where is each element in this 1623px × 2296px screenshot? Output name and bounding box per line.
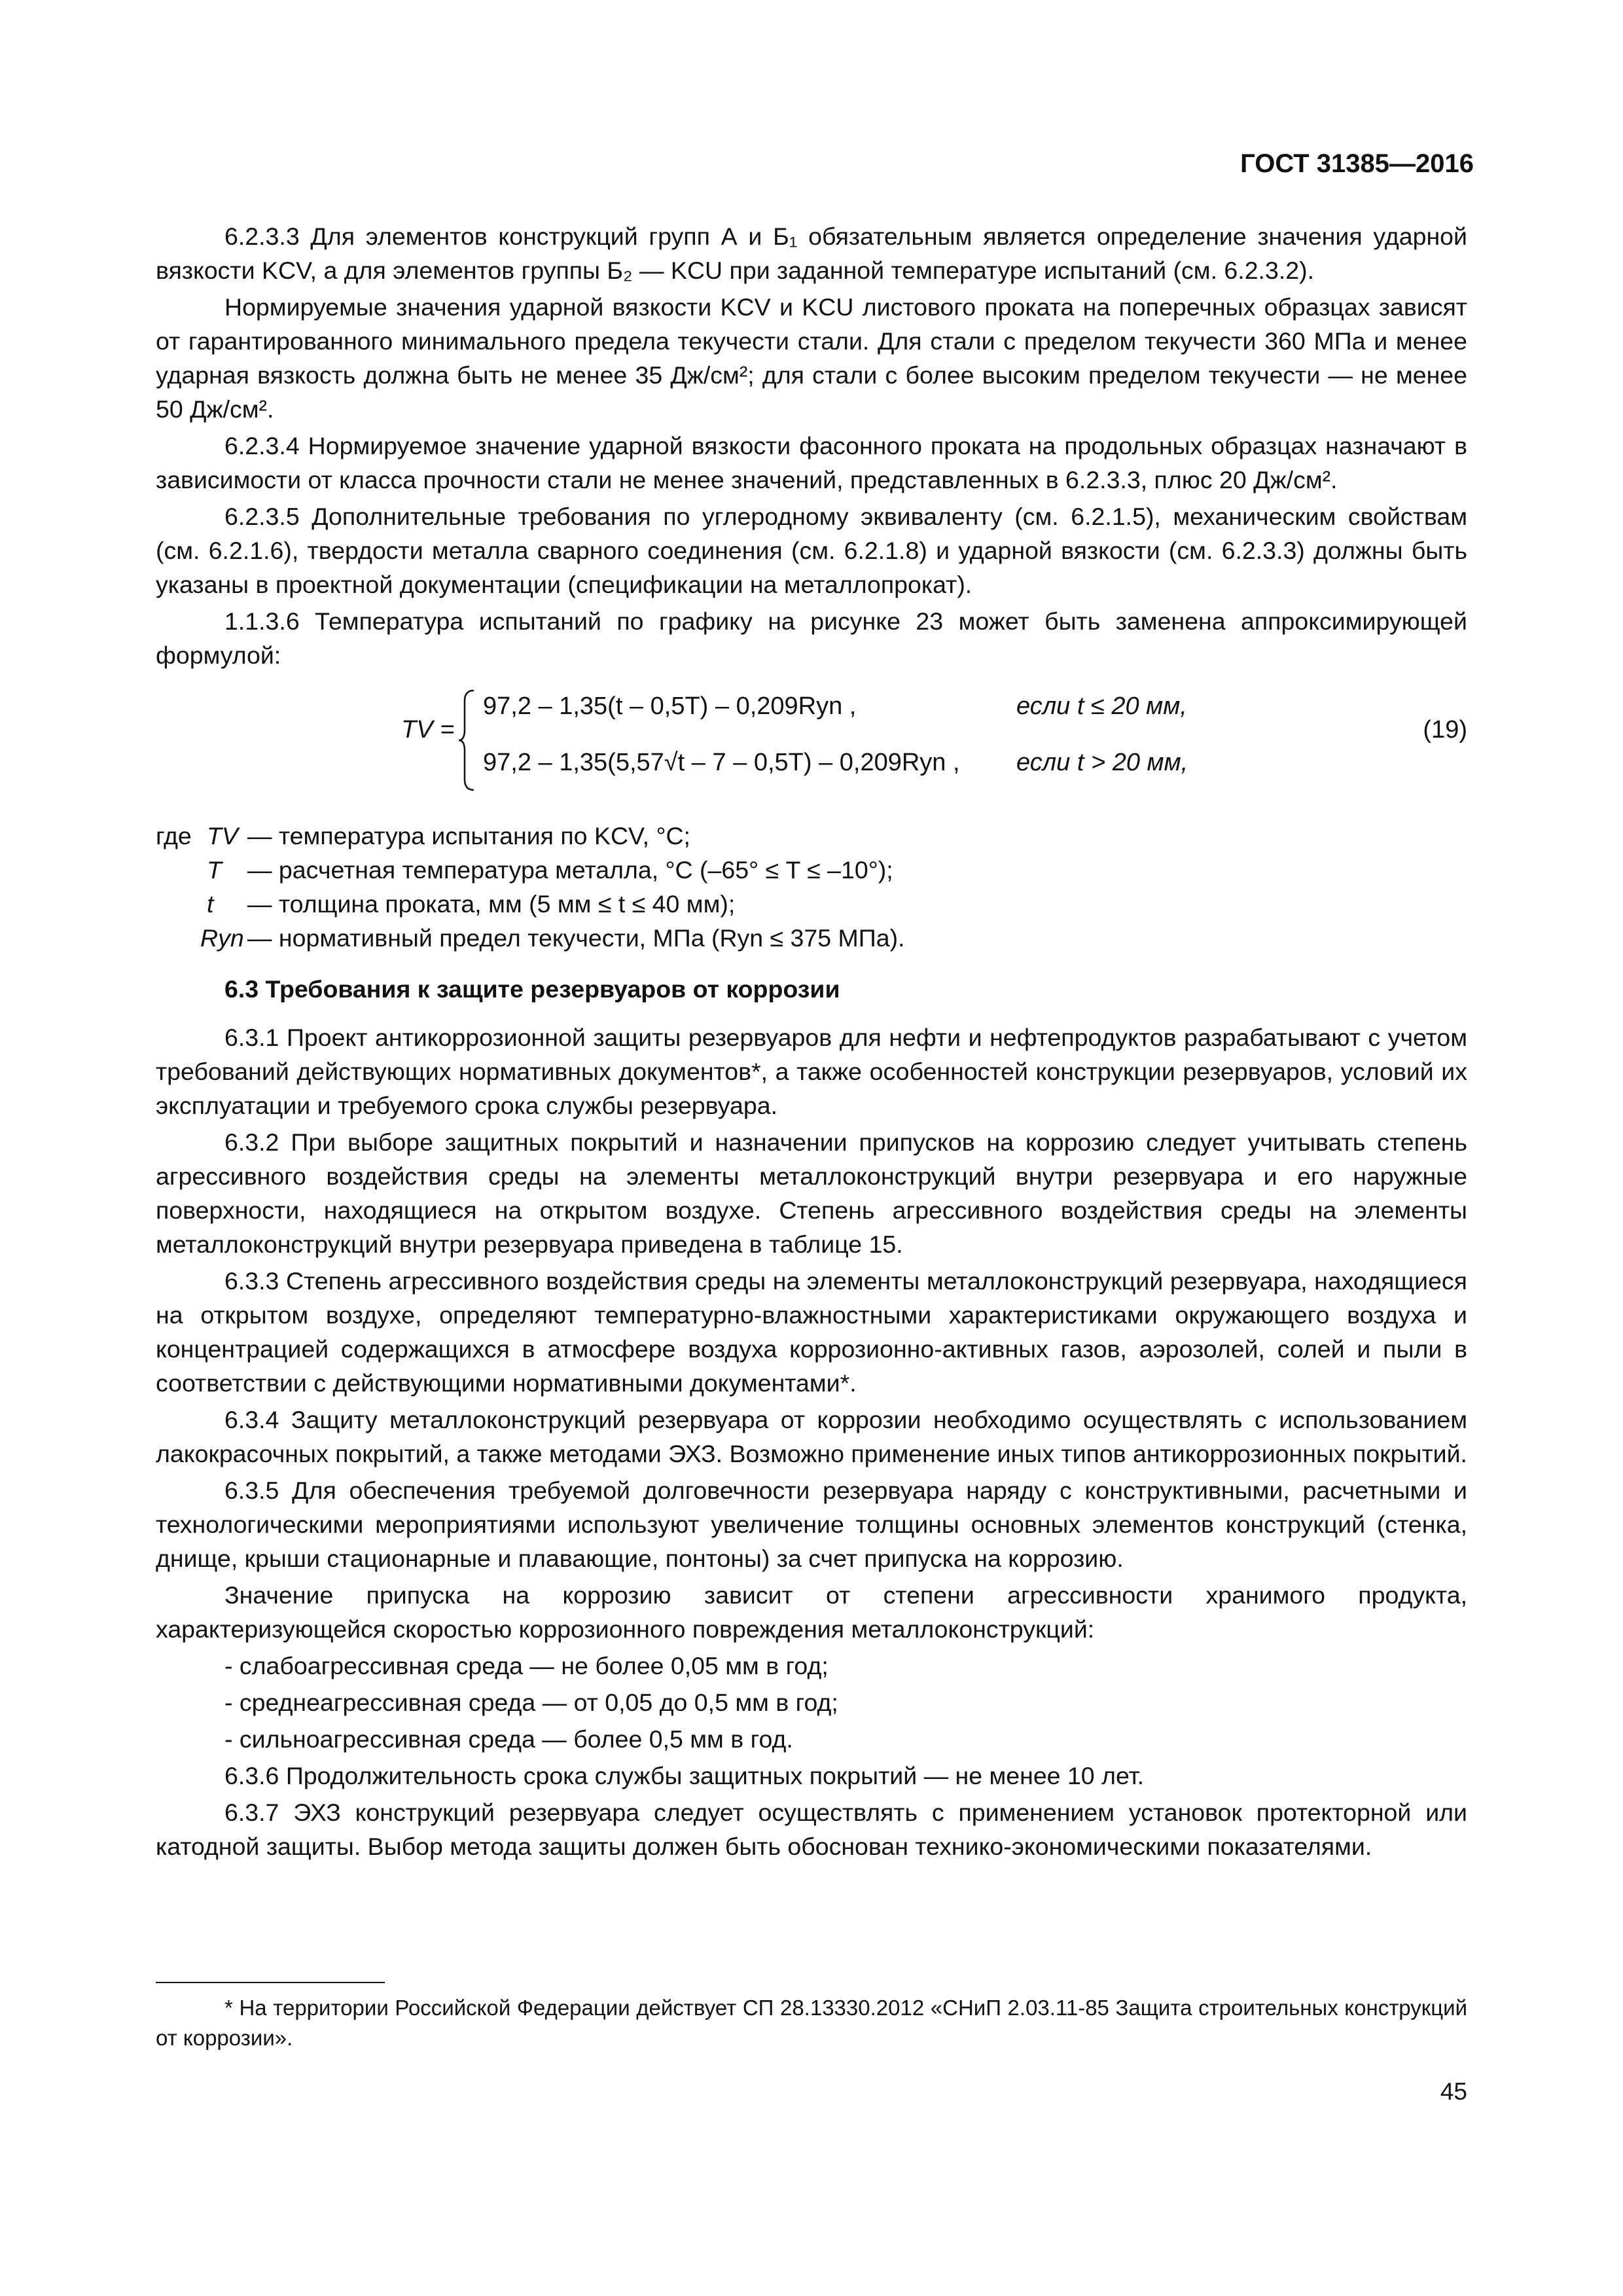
definition-symbol: Ryn (200, 924, 244, 952)
equation-19 (156, 675, 1467, 806)
paragraph-6-2-3-4: 6.2.3.4 Нормируемое значение ударной вязкости фасонного проката на продольных образцах назначают в зависимости от класса прочности стали не менее значений, представленных в 6.2.3.3, плюс 20 Дж/см². (156, 432, 1467, 493)
definition-symbol: t (207, 890, 214, 918)
paragraph-6-3-6: 6.3.6 Продолжительность срока службы защитных покрытий — не менее 10 лет. (224, 1762, 1145, 1789)
paragraph-6-3-2: 6.3.2 При выборе защитных покрытий и назначении припусков на коррозию следует учитывать степень агрессивного воздействия среды на элементы металлоконструкций внутри резервуара и его наружные поверхности, находящиеся на открытом воздухе. Степень агрессивного воздействия среды на элементы металлоконструкций внутри резервуара приведена в таблице 15. (156, 1128, 1467, 1258)
aggressiveness-list (156, 1649, 1467, 1756)
document-body (156, 219, 1467, 1866)
equation-lhs: TV = (401, 716, 455, 744)
left-brace-icon (457, 688, 476, 793)
footnote-rule (156, 1982, 385, 1983)
footnote (156, 1993, 1467, 2053)
paragraph-6-3-1: 6.3.1 Проект антикоррозионной защиты резервуаров для нефти и нефтепродуктов разрабатывают с учетом требований действующих нормативных документов*, а также особенностей конструкции резервуаров, условий их эксплуатации и требуемого срока службы резервуара. (156, 1024, 1467, 1119)
paragraph-corrosion-allowance: Значение припуска на коррозию зависит от степени агрессивности хранимого продукта, характеризующейся скоростью коррозионного повреждения металлоконструкций: (156, 1581, 1467, 1643)
paragraph-6-3-5: 6.3.5 Для обеспечения требуемой долговечности резервуара наряду с конструктивными, расчетными и технологическими мероприятиями используют увеличение толщины основных элементов конструкций (стенка, днище, крыши стационарные и плавающие, понтоны) за счет припуска на коррозию. (156, 1477, 1467, 1572)
definition-row (156, 921, 1467, 955)
definition-text: — толщина проката, мм (5 мм ≤ t ≤ 40 мм); (247, 890, 736, 918)
equation-condition-1: если t ≤ 20 мм, (1016, 692, 1187, 720)
equation-row-1: 97,2 – 1,35(t – 0,5T) – 0,209Ryn , (483, 692, 857, 720)
definition-text: — нормативный предел текучести, МПа (Ryn ≤ 375 МПа). (247, 924, 905, 952)
equation-row-2: 97,2 – 1,35(5,57√t – 7 – 0,5T) – 0,209Ryn , (483, 749, 960, 776)
definition-prefix: где (156, 822, 192, 850)
list-item: - сильноагрессивная среда — более 0,5 мм в год. (224, 1725, 793, 1753)
paragraph-6-3-3: 6.3.3 Степень агрессивного воздействия среды на элементы металлоконструкций резервуара, находящиеся на открытом воздухе, определяют температурно-влажностными характеристиками окружающего воздуха и концентрацией содержащихся в атмосфере воздуха коррозионно-активных газов, аэрозолей, солей и пыли в соответствии с действующими нормативными документами*. (156, 1267, 1467, 1397)
definition-symbol: TV (207, 822, 238, 850)
list-item: - среднеагрессивная среда — от 0,05 до 0,5 мм в год; (224, 1689, 838, 1716)
paragraph-6-3-4: 6.3.4 Защиту металлоконструкций резервуара от коррозии необходимо осуществлять с использованием лакокрасочных покрытий, а также методами ЭХЗ. Возможно применение иных типов антикоррозионных покрытий. (156, 1406, 1467, 1467)
paragraph-1-1-3-6: 1.1.3.6 Температура испытаний по графику на рисунке 23 может быть заменена аппроксимирующей формулой: (156, 607, 1467, 669)
definition-text: — расчетная температура металла, °С (–65° ≤ T ≤ –10°); (247, 856, 893, 884)
definition-prefix (156, 887, 207, 921)
paragraph-6-2-3-5: 6.2.3.5 Дополнительные требования по углеродному эквиваленту (см. 6.2.1.5), механическим свойствам (см. 6.2.1.6), твердости металла сварного соединения (см. 6.2.1.8) и ударной вязкости (см. 6.2.3.3) должны быть указаны в проектной документации (спецификации на металлопрокат). (156, 503, 1467, 598)
definition-row (156, 853, 1467, 887)
symbol-definitions (156, 819, 1467, 955)
definition-row (156, 887, 1467, 921)
definition-prefix (156, 853, 207, 887)
paragraph-kcv-kcu: Нормируемые значения ударной вязкости KCV и KCU листового проката на поперечных образцах зависят от гарантированного минимального предела текучести стали. Для стали с пределом текучести 360 МПа и менее ударная вязкость должна быть не менее 35 Дж/см²; для стали с более высоким пределом текучести — не менее 50 Дж/см². (156, 293, 1467, 423)
document-header: ГОСТ 31385—2016 (1240, 149, 1474, 178)
footnote-text: * На территории Российской Федерации действует СП 28.13330.2012 «СНиП 2.03.11-85 Защита строительных конструкций от коррозии». (156, 1996, 1467, 2050)
section-heading: 6.3 Требования к защите резервуаров от коррозии (224, 975, 840, 1003)
paragraph-6-2-3-3: 6.2.3.3 Для элементов конструкций групп А и Б₁ обязательным является определение значения ударной вязкости KCV, а для элементов группы Б₂ — KCU при заданной температуре испытаний (см. 6.2.3.2). (156, 223, 1467, 284)
list-item: - слабоагрессивная среда — не более 0,05 мм в год; (224, 1652, 829, 1679)
paragraph-6-3-7: 6.3.7 ЭХЗ конструкций резервуара следует осуществлять с применением установок протекторной или катодной защиты. Выбор метода защиты должен быть обоснован технико-экономическими показателями. (156, 1799, 1467, 1860)
definition-symbol: T (207, 856, 222, 884)
equation-condition-2: если t > 20 мм, (1016, 749, 1188, 776)
equation-number: (19) (1423, 716, 1467, 744)
definition-text: — температура испытания по KCV, °С; (247, 822, 690, 850)
page-number: 45 (1440, 2078, 1467, 2105)
definition-row (156, 819, 1467, 853)
definition-prefix (156, 921, 200, 955)
